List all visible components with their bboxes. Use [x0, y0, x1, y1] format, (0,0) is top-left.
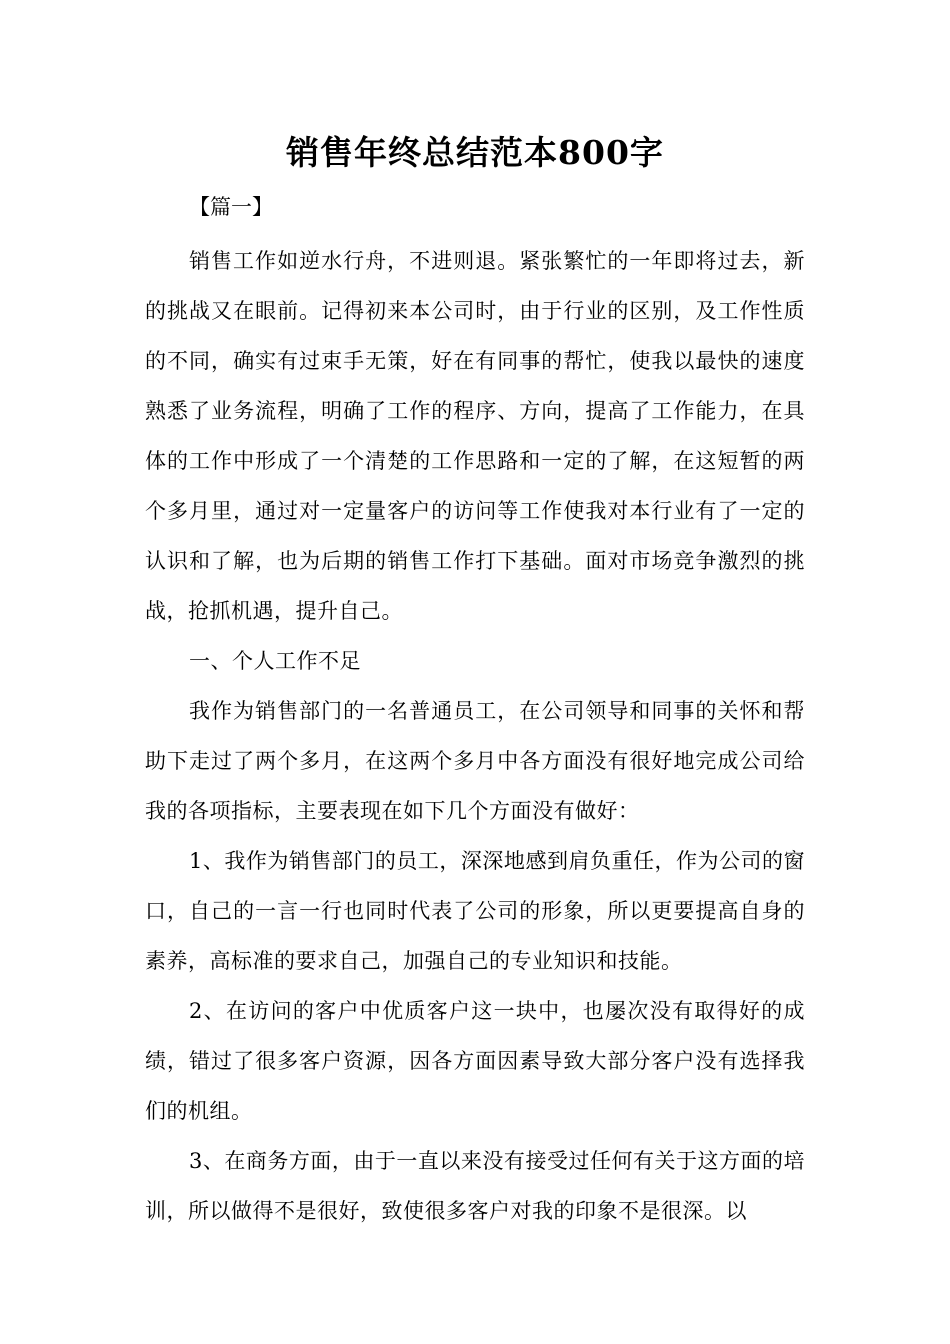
list-item-2: 2、在访问的客户中优质客户这一块中，也屡次没有取得好的成绩，错过了很多客户资源，因各方面因素导致大部分客户没有选择我们的机组。	[145, 999, 805, 1123]
list-item-3: 3、在商务方面，由于一直以来没有接受过任何有关于这方面的培训，所以做得不是很好，致使很多客户对我的印象不是很深。以	[145, 1149, 805, 1223]
list-item-1: 1、我作为销售部门的员工，深深地感到肩负重任，作为公司的窗口，自己的一言一行也同时代表了公司的形象，所以更要提高自身的素养，高标准的要求自己，加强自己的专业知识和技能。	[145, 849, 805, 973]
paragraph-summary: 我作为销售部门的一名普通员工，在公司领导和同事的关怀和帮助下走过了两个多月，在这两个多月中各方面没有很好地完成公司给我的各项指标，主要表现在如下几个方面没有做好：	[145, 699, 805, 823]
document-page	[145, 128, 805, 1236]
paragraph-intro: 销售工作如逆水行舟，不进则退。紧张繁忙的一年即将过去，新的挑战又在眼前。记得初来本公司时，由于行业的区别，及工作性质的不同，确实有过束手无策，好在有同事的帮忙，使我以最快的速度熟悉了业务流程，明确了工作的程序、方向，提高了工作能力，在具体的工作中形成了一个清楚的工作思路和一定的了解，在这短暂的两个多月里，通过对一定量客户的访问等工作使我对本行业有了一定的认识和了解，也为后期的销售工作打下基础。面对市场竞争激烈的挑战，抢抓机遇，提升自己。	[145, 249, 805, 623]
document-title: 销售年终总结范本800字	[286, 133, 664, 172]
section-heading: 一、个人工作不足	[189, 649, 361, 673]
section-mark: 【篇一】	[189, 195, 273, 219]
